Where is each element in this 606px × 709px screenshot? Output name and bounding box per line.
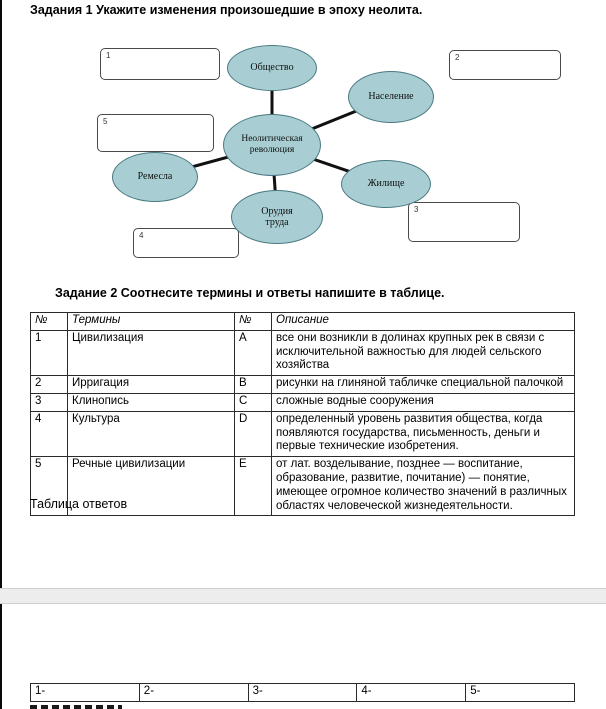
table-row: [31, 393, 575, 411]
table-row: [31, 330, 575, 375]
answer-cell: 4-: [357, 684, 466, 702]
node-label: Ремесла: [137, 171, 173, 183]
row-term: Цивилизация: [68, 330, 235, 375]
task2-heading: Задание 2 Соотнесите термины и ответы напишите в таблице.: [55, 286, 445, 300]
answer-box-number: 1: [106, 51, 111, 60]
node-label: Жилище: [367, 178, 405, 190]
header-terms: Термины: [68, 313, 235, 331]
answer-cell: 3-: [248, 684, 357, 702]
node-neolithic-revolution: [223, 114, 321, 176]
row-description: все они возникли в долинах крупных рек в связи с исключительной важностью для людей сельского хозяйства: [272, 330, 575, 375]
row-term: Культура: [68, 411, 235, 456]
answer-cell: 1-: [31, 684, 140, 702]
node-dwelling: [341, 160, 431, 208]
neolithic-diagram: [0, 40, 606, 272]
node-label: Общество: [250, 62, 294, 74]
answer-box-5: [97, 114, 214, 152]
table-row: [31, 411, 575, 456]
answers-table-label: Таблица ответов: [30, 497, 128, 511]
table-row: [31, 376, 575, 394]
row-letter: C: [235, 393, 272, 411]
row-term: Ирригация: [68, 376, 235, 394]
row-description: сложные водные сооружения: [272, 393, 575, 411]
header-description: Описание: [272, 313, 575, 331]
row-term: Речные цивилизации: [68, 457, 235, 516]
table-header-row: [31, 313, 575, 331]
terms-table: [30, 312, 575, 516]
node-crafts: [112, 152, 198, 202]
answer-box-4: [133, 228, 239, 258]
row-letter: D: [235, 411, 272, 456]
answer-box-2: [449, 50, 561, 80]
row-description: от лат. возделывание, позднее — воспитание, образование, развитие, почитание) — понятие, имеющее огромное количество значений в различных областях человеческой жизнедеятельности.: [272, 457, 575, 516]
node-society: [227, 45, 317, 91]
row-letter: A: [235, 330, 272, 375]
answers-row: [31, 684, 575, 702]
node-tools: [231, 190, 323, 244]
page-break-strip: [0, 588, 606, 604]
row-term: Клинопись: [68, 393, 235, 411]
answer-box-number: 4: [139, 231, 144, 240]
node-label: Орудия труда: [261, 205, 293, 228]
row-description: определенный уровень развития общества, когда появляются государства, письменность, деньги и первые технические изобретения.: [272, 411, 575, 456]
node-label: Неолитическая революция: [241, 134, 303, 155]
answer-box-number: 5: [103, 117, 108, 126]
clipped-next-page-text: [30, 705, 122, 709]
answers-row-table: [30, 683, 575, 702]
node-label: Население: [368, 91, 414, 103]
answer-box-3: [408, 202, 520, 242]
task1-heading: Задания 1 Укажите изменения произошедшие в эпоху неолита.: [30, 3, 423, 17]
row-letter: E: [235, 457, 272, 516]
node-population: [348, 71, 434, 123]
answer-box-number: 2: [455, 53, 460, 62]
answer-box-1: [100, 48, 220, 80]
row-num: 3: [31, 393, 68, 411]
row-letter: B: [235, 376, 272, 394]
answer-cell: 2-: [139, 684, 248, 702]
row-num: 1: [31, 330, 68, 375]
header-num: №: [31, 313, 68, 331]
row-num: 2: [31, 376, 68, 394]
row-description: рисунки на глиняной табличке специальной палочкой: [272, 376, 575, 394]
header-num2: №: [235, 313, 272, 331]
row-num: 4: [31, 411, 68, 456]
answer-box-number: 3: [414, 205, 419, 214]
answers-table: [30, 683, 575, 702]
row-num: 5: [31, 457, 68, 516]
terms-match-table: [30, 312, 575, 516]
answer-cell: 5-: [466, 684, 575, 702]
